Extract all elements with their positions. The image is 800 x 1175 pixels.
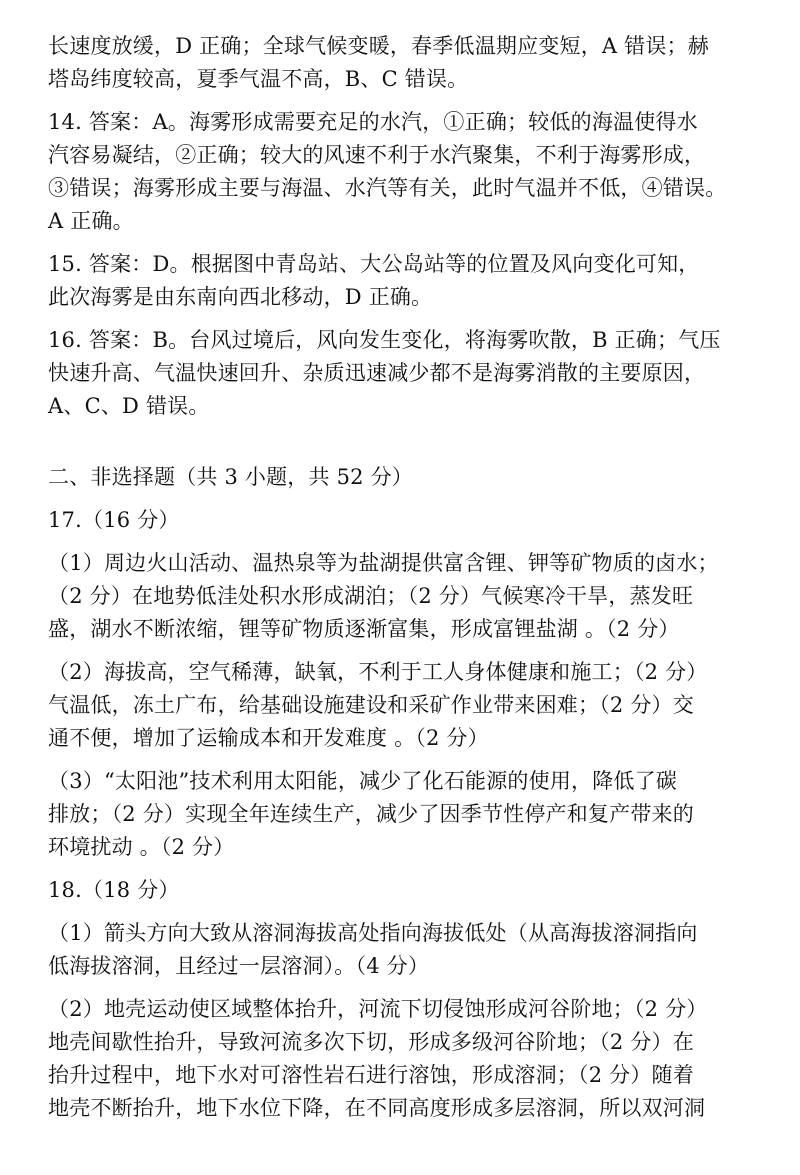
text-line: 排放；（2 分）实现全年连续生产，减少了因季节性停产和复产带来的	[48, 802, 694, 826]
text-line: 气温低，冻土广布，给基础设施建设和采矿作业带来困难；（2 分）交	[48, 693, 694, 717]
question-header-text: 18.（18 分）	[48, 878, 180, 902]
text-line: 环境扰动 。（2 分）	[48, 835, 235, 859]
text-line: 低海拔溶洞，且经过一层溶洞）。（4 分）	[48, 954, 430, 978]
text-line: 盛，湖水不断浓缩，锂等矿物质逐渐富集，形成富锂盐湖 。（2 分）	[48, 617, 680, 641]
question-header-text: 17.（16 分）	[48, 508, 180, 532]
text-line: （2）地壳运动使区域整体抬升，河流下切侵蚀形成河谷阶地；（2 分）	[48, 997, 708, 1021]
text-line: ③错误；海雾形成主要与海温、水汽等有关，此时气温并不低，④错误。	[48, 176, 727, 200]
text-line: 汽容易凝结，②正确；较大的风速不利于水汽聚集，不利于海雾形成，	[48, 143, 706, 167]
text-line: （2）海拔高，空气稀薄，缺氧，不利于工人身体健康和施工；（2 分）	[48, 660, 708, 684]
answer-18-part-1	[48, 917, 768, 983]
section-gap	[48, 433, 768, 461]
question-17-header	[48, 504, 768, 537]
section-heading	[48, 461, 768, 494]
text-line: 地壳间歇性抬升，导致河流多次下切，形成多级河谷阶地；（2 分）在	[48, 1030, 694, 1054]
answer-13-continued	[48, 30, 768, 96]
answer-15	[48, 248, 768, 314]
text-line: 快速升高、气温快速回升、杂质迅速减少都不是海雾消散的主要原因，	[48, 361, 706, 385]
text-line: （2 分）在地势低洼处积水形成湖泊；（2 分）气候寒冷干旱，蒸发旺	[48, 584, 694, 608]
text-line: （3）“太阳池”技术利用太阳能，减少了化石能源的使用，降低了碳	[48, 769, 678, 793]
text-line: 16. 答案：B。台风过境后，风向发生变化，将海雾吹散，B 正确；气压	[48, 328, 721, 352]
answer-18-part-2	[48, 993, 768, 1125]
text-line: 抬升过程中，地下水对可溶性岩石进行溶蚀，形成溶洞；（2 分）随着	[48, 1063, 694, 1087]
text-line: 塔岛纬度较高，夏季气温不高，B、C 错误。	[48, 67, 469, 91]
text-line: 14. 答案：A。海雾形成需要充足的水汽，①正确；较低的海温使得水	[48, 110, 698, 134]
text-line: A 正确。	[48, 209, 134, 233]
section-heading-text: 二、非选择题（共 3 小题，共 52 分）	[48, 465, 413, 489]
text-line: 通不便，增加了运输成本和开发难度 。（2 分）	[48, 726, 489, 750]
text-line: （1）箭头方向大致从溶洞海拔高处指向海拔低处（从高海拔溶洞指向	[48, 921, 698, 945]
answer-17-part-3	[48, 765, 768, 864]
text-line: 地壳不断抬升，地下水位下降，在不同高度形成多层溶洞，所以双河洞	[48, 1096, 706, 1120]
answer-16	[48, 324, 768, 423]
text-line: （1）周边火山活动、温热泉等为盐湖提供富含锂、钾等矿物质的卤水；	[48, 551, 719, 575]
question-18-header	[48, 874, 768, 907]
text-line: 长速度放缓，D 正确；全球气候变暖，春季低温期应变短，A 错误；赫	[48, 34, 709, 58]
text-line: 15. 答案：D。根据图中青岛站、大公岛站等的位置及风向变化可知，	[48, 252, 700, 276]
answer-17-part-1	[48, 547, 768, 646]
document-page	[48, 30, 768, 1135]
answer-14	[48, 106, 768, 238]
answer-17-part-2	[48, 656, 768, 755]
text-line: 此次海雾是由东南向西北移动，D 正确。	[48, 285, 433, 309]
text-line: A、C、D 错误。	[48, 394, 210, 418]
